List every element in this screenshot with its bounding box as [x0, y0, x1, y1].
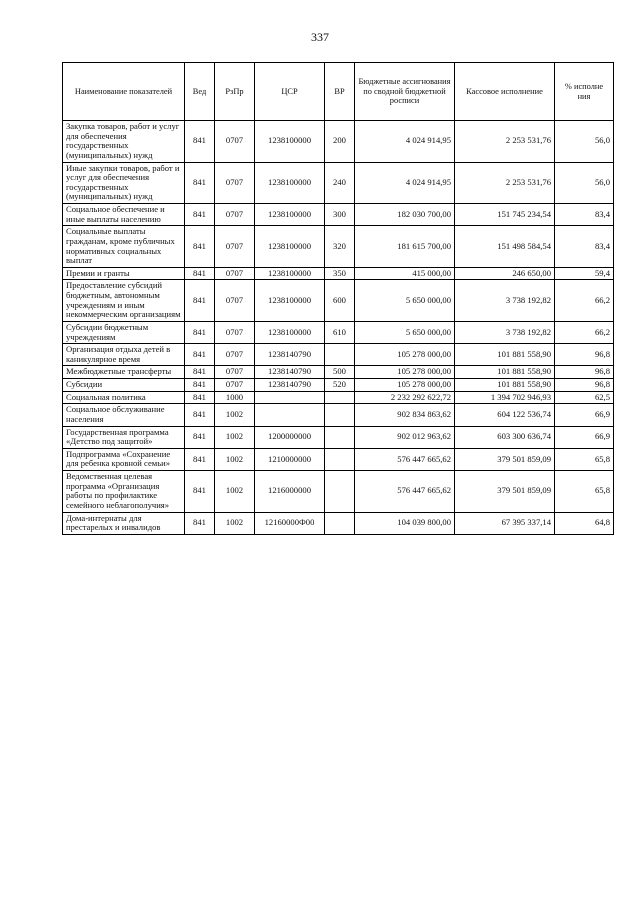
cell-csr: 1238100000 [255, 162, 325, 204]
cell-csr: 1238100000 [255, 226, 325, 268]
cell-ved: 841 [185, 121, 215, 163]
cell-cash: 101 881 558,90 [455, 366, 555, 379]
cell-vr: 500 [325, 366, 355, 379]
header-budget: Бюджетные ассигнования по сводной бюджетной росписи [355, 63, 455, 121]
cell-rzpr: 0707 [215, 379, 255, 392]
table-row [63, 512, 614, 534]
cell-budget: 105 278 000,00 [355, 344, 455, 366]
cell-ved: 841 [185, 344, 215, 366]
table-row [63, 404, 614, 426]
table-row [63, 321, 614, 343]
cell-percent: 59,4 [555, 267, 614, 280]
cell-cash: 1 394 702 946,93 [455, 391, 555, 404]
cell-cash: 3 738 192,82 [455, 321, 555, 343]
cell-percent: 65,8 [555, 471, 614, 513]
cell-rzpr: 0707 [215, 204, 255, 226]
cell-budget: 182 030 700,00 [355, 204, 455, 226]
cell-percent: 96,8 [555, 379, 614, 392]
table-row [63, 448, 614, 470]
cell-name: Организация отдыха детей в каникулярное время [63, 344, 185, 366]
cell-csr: 1238100000 [255, 204, 325, 226]
cell-rzpr: 0707 [215, 226, 255, 268]
cell-ved: 841 [185, 321, 215, 343]
cell-vr [325, 344, 355, 366]
cell-rzpr: 0707 [215, 162, 255, 204]
cell-cash: 101 881 558,90 [455, 379, 555, 392]
cell-percent: 56,0 [555, 121, 614, 163]
cell-csr: 1210000000 [255, 448, 325, 470]
cell-csr: 12160000Ф00 [255, 512, 325, 534]
cell-percent: 83,4 [555, 226, 614, 268]
cell-budget: 104 039 800,00 [355, 512, 455, 534]
cell-vr: 320 [325, 226, 355, 268]
cell-csr: 1238140790 [255, 379, 325, 392]
cell-name: Социальное обслуживание населения [63, 404, 185, 426]
cell-percent: 62,5 [555, 391, 614, 404]
cell-cash: 101 881 558,90 [455, 344, 555, 366]
cell-budget: 105 278 000,00 [355, 366, 455, 379]
cell-budget: 5 650 000,00 [355, 280, 455, 322]
cell-rzpr: 1000 [215, 391, 255, 404]
cell-budget: 105 278 000,00 [355, 379, 455, 392]
table-row [63, 471, 614, 513]
cell-cash: 2 253 531,76 [455, 162, 555, 204]
budget-execution-table [62, 62, 614, 535]
cell-cash: 151 498 584,54 [455, 226, 555, 268]
cell-vr [325, 426, 355, 448]
cell-cash: 379 501 859,09 [455, 471, 555, 513]
cell-vr [325, 404, 355, 426]
cell-csr [255, 391, 325, 404]
cell-rzpr: 1002 [215, 404, 255, 426]
cell-vr: 200 [325, 121, 355, 163]
header-ved: Вед [185, 63, 215, 121]
cell-cash: 2 253 531,76 [455, 121, 555, 163]
cell-ved: 841 [185, 448, 215, 470]
cell-percent: 65,8 [555, 448, 614, 470]
cell-budget: 4 024 914,95 [355, 162, 455, 204]
cell-cash: 379 501 859,09 [455, 448, 555, 470]
cell-cash: 151 745 234,54 [455, 204, 555, 226]
header-vr: ВР [325, 63, 355, 121]
cell-budget: 2 232 292 622,72 [355, 391, 455, 404]
cell-vr: 520 [325, 379, 355, 392]
cell-rzpr: 0707 [215, 366, 255, 379]
cell-ved: 841 [185, 404, 215, 426]
cell-name: Социальное обеспечение и иные выплаты населению [63, 204, 185, 226]
header-name: Наименование показателей [63, 63, 185, 121]
cell-rzpr: 1002 [215, 471, 255, 513]
cell-rzpr: 0707 [215, 267, 255, 280]
cell-csr: 1200000000 [255, 426, 325, 448]
cell-rzpr: 1002 [215, 426, 255, 448]
cell-vr: 350 [325, 267, 355, 280]
cell-percent: 96,8 [555, 344, 614, 366]
cell-budget: 902 012 963,62 [355, 426, 455, 448]
cell-cash: 3 738 192,82 [455, 280, 555, 322]
cell-budget: 576 447 665,62 [355, 471, 455, 513]
cell-csr: 1238100000 [255, 267, 325, 280]
table-row [63, 426, 614, 448]
cell-cash: 603 300 636,74 [455, 426, 555, 448]
cell-name: Ведомственная целевая программа «Организация работы по профилактике семейного неблагополучия» [63, 471, 185, 513]
cell-name: Субсидии [63, 379, 185, 392]
cell-cash: 67 395 337,14 [455, 512, 555, 534]
table-header-row [63, 63, 614, 121]
cell-rzpr: 0707 [215, 121, 255, 163]
cell-vr: 600 [325, 280, 355, 322]
cell-csr: 1238140790 [255, 344, 325, 366]
cell-vr [325, 471, 355, 513]
cell-vr: 300 [325, 204, 355, 226]
cell-percent: 66,9 [555, 404, 614, 426]
cell-csr: 1238140790 [255, 366, 325, 379]
table-row [63, 267, 614, 280]
cell-name: Подпрограмма «Сохранение для ребенка кровной семьи» [63, 448, 185, 470]
table-row [63, 162, 614, 204]
table-row [63, 366, 614, 379]
cell-vr: 610 [325, 321, 355, 343]
cell-budget: 4 024 914,95 [355, 121, 455, 163]
cell-percent: 56,0 [555, 162, 614, 204]
cell-budget: 181 615 700,00 [355, 226, 455, 268]
cell-percent: 66,9 [555, 426, 614, 448]
cell-rzpr: 0707 [215, 321, 255, 343]
cell-csr: 1238100000 [255, 121, 325, 163]
cell-rzpr: 1002 [215, 512, 255, 534]
cell-rzpr: 0707 [215, 344, 255, 366]
table-row [63, 204, 614, 226]
cell-ved: 841 [185, 162, 215, 204]
cell-percent: 64,8 [555, 512, 614, 534]
cell-csr [255, 404, 325, 426]
cell-vr [325, 391, 355, 404]
cell-name: Субсидии бюджетным учреждениям [63, 321, 185, 343]
table-row [63, 344, 614, 366]
cell-ved: 841 [185, 379, 215, 392]
cell-cash: 604 122 536,74 [455, 404, 555, 426]
cell-budget: 902 834 863,62 [355, 404, 455, 426]
cell-vr [325, 448, 355, 470]
header-percent: % исполне ния [555, 63, 614, 121]
header-csr: ЦСР [255, 63, 325, 121]
cell-csr: 1238100000 [255, 280, 325, 322]
cell-vr [325, 512, 355, 534]
cell-cash: 246 650,00 [455, 267, 555, 280]
cell-csr: 1238100000 [255, 321, 325, 343]
cell-budget: 415 000,00 [355, 267, 455, 280]
cell-name: Социальные выплаты гражданам, кроме публичных нормативных социальных выплат [63, 226, 185, 268]
table-row [63, 226, 614, 268]
cell-name: Межбюджетные трансферты [63, 366, 185, 379]
cell-percent: 96,8 [555, 366, 614, 379]
cell-ved: 841 [185, 391, 215, 404]
cell-name: Дома-интернаты для престарелых и инвалидов [63, 512, 185, 534]
cell-name: Социальная политика [63, 391, 185, 404]
cell-ved: 841 [185, 471, 215, 513]
cell-name: Иные закупки товаров, работ и услуг для обеспечения государственных (муниципальных) нужд [63, 162, 185, 204]
cell-csr: 1216000000 [255, 471, 325, 513]
table-row [63, 379, 614, 392]
cell-percent: 83,4 [555, 204, 614, 226]
cell-ved: 841 [185, 204, 215, 226]
table-row [63, 121, 614, 163]
cell-budget: 5 650 000,00 [355, 321, 455, 343]
header-cash: Кассовое исполнение [455, 63, 555, 121]
cell-percent: 66,2 [555, 321, 614, 343]
cell-name: Премии и гранты [63, 267, 185, 280]
header-rzpr: РзПр [215, 63, 255, 121]
page-number: 337 [311, 30, 329, 44]
table-row [63, 391, 614, 404]
cell-percent: 66,2 [555, 280, 614, 322]
cell-vr: 240 [325, 162, 355, 204]
cell-ved: 841 [185, 267, 215, 280]
cell-name: Закупка товаров, работ и услуг для обеспечения государственных (муниципальных) нужд [63, 121, 185, 163]
cell-ved: 841 [185, 426, 215, 448]
cell-budget: 576 447 665,62 [355, 448, 455, 470]
cell-ved: 841 [185, 512, 215, 534]
table-row [63, 280, 614, 322]
cell-ved: 841 [185, 366, 215, 379]
cell-name: Предоставление субсидий бюджетным, автономным учреждениям и иным некоммерческим организациям [63, 280, 185, 322]
cell-name: Государственная программа «Детство под защитой» [63, 426, 185, 448]
cell-ved: 841 [185, 280, 215, 322]
cell-ved: 841 [185, 226, 215, 268]
cell-rzpr: 0707 [215, 280, 255, 322]
cell-rzpr: 1002 [215, 448, 255, 470]
